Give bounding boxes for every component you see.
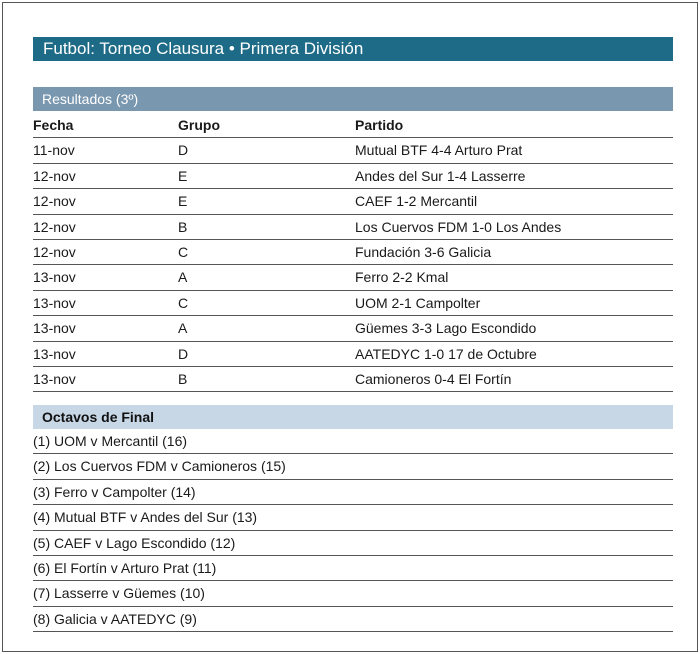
cell-partido: CAEF 1-2 Mercantil (355, 193, 478, 210)
column-header-fecha: Fecha (33, 117, 74, 133)
table-row (33, 240, 673, 265)
list-item: (8) Galicia v AATEDYC (9) (33, 607, 673, 632)
table-row (33, 342, 673, 367)
cell-partido: AATEDYC 1-0 17 de Octubre (355, 345, 537, 362)
list-item: (7) Lasserre v Güemes (10) (33, 581, 673, 606)
cell-grupo: C (178, 243, 189, 260)
table-row (33, 367, 673, 392)
table-row (33, 189, 673, 214)
table-row (33, 265, 673, 290)
list-item: (6) El Fortín v Arturo Prat (11) (33, 556, 673, 581)
table-row (33, 291, 673, 316)
cell-grupo: D (178, 345, 189, 362)
cell-fecha: 12-nov (33, 193, 76, 210)
column-header-partido: Partido (355, 117, 404, 133)
cell-partido: Güemes 3-3 Lago Escondido (355, 320, 537, 337)
list-item: (5) CAEF v Lago Escondido (12) (33, 531, 673, 556)
table-row (33, 316, 673, 341)
column-header-grupo: Grupo (178, 117, 220, 133)
cell-fecha: 13-nov (33, 294, 76, 311)
cell-grupo: E (178, 193, 188, 210)
table-row (33, 215, 673, 240)
cell-partido: UOM 2-1 Campolter (355, 294, 481, 311)
cell-fecha: 12-nov (33, 167, 76, 184)
page-title: Futbol: Torneo Clausura • Primera División (33, 37, 673, 61)
list-item: (2) Los Cuervos FDM v Camioneros (15) (33, 454, 673, 479)
document-frame (2, 2, 698, 652)
results-body (33, 138, 673, 392)
cell-fecha: 13-nov (33, 269, 76, 286)
cell-partido: Andes del Sur 1-4 Lasserre (355, 167, 526, 184)
cell-fecha: 13-nov (33, 345, 76, 362)
cell-partido: Ferro 2-2 Kmal (355, 269, 449, 286)
table-row (33, 164, 673, 189)
list-item: (4) Mutual BTF v Andes del Sur (13) (33, 505, 673, 530)
cell-grupo: D (178, 142, 189, 159)
cell-partido: Fundación 3-6 Galicia (355, 243, 492, 260)
cell-fecha: 13-nov (33, 370, 76, 387)
cell-grupo: A (178, 320, 188, 337)
octavos-heading: Octavos de Final (33, 405, 673, 429)
cell-fecha: 12-nov (33, 218, 76, 235)
cell-grupo: A (178, 269, 188, 286)
table-row (33, 138, 673, 163)
cell-grupo: E (178, 167, 188, 184)
cell-fecha: 12-nov (33, 243, 76, 260)
cell-grupo: C (178, 294, 189, 311)
list-item: (3) Ferro v Campolter (14) (33, 480, 673, 505)
cell-grupo: B (178, 218, 188, 235)
cell-fecha: 11-nov (33, 142, 75, 159)
list-item: (1) UOM v Mercantil (16) (33, 429, 673, 454)
cell-partido: Los Cuervos FDM 1-0 Los Andes (355, 218, 562, 235)
cell-partido: Mutual BTF 4-4 Arturo Prat (355, 142, 523, 159)
results-heading: Resultados (3º) (33, 87, 673, 111)
octavos-list (33, 429, 673, 632)
cell-fecha: 13-nov (33, 320, 76, 337)
cell-grupo: B (178, 370, 188, 387)
cell-partido: Camioneros 0-4 El Fortín (355, 370, 512, 387)
results-table (33, 113, 673, 392)
results-header-row (33, 113, 673, 138)
